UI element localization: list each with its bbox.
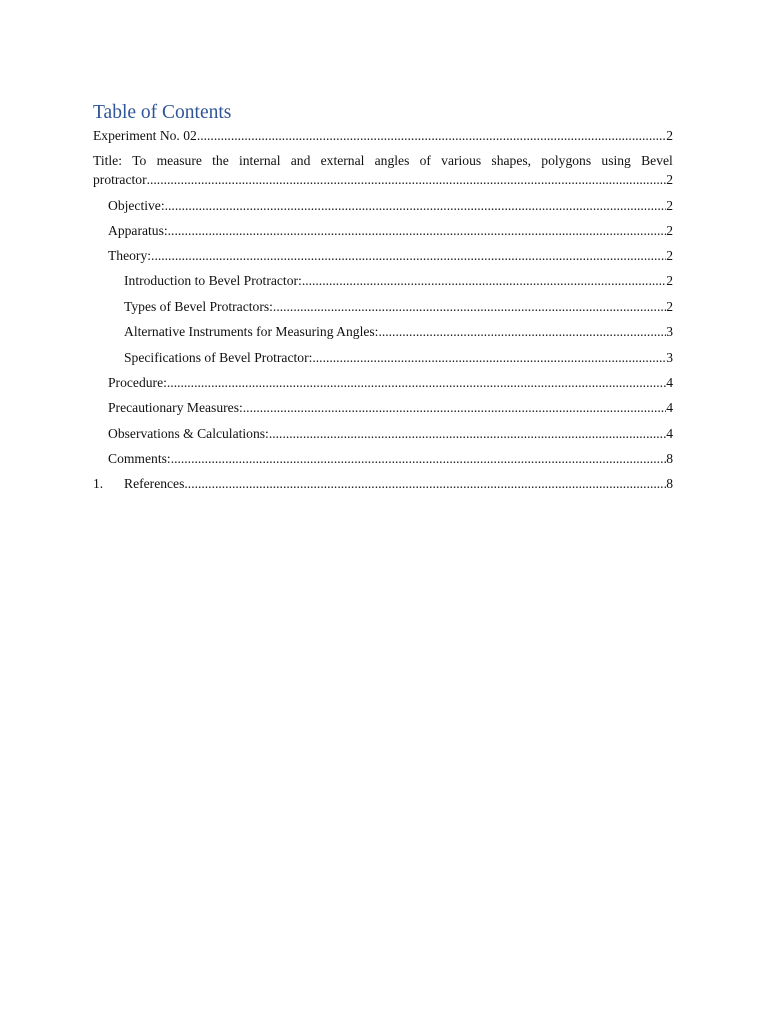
- dot-leader: [378, 322, 666, 341]
- title-word: measure: [156, 153, 202, 168]
- dot-leader: [243, 398, 666, 417]
- title-word: various: [441, 153, 482, 168]
- toc-page-number: 8: [666, 451, 673, 466]
- dot-leader: [147, 170, 667, 189]
- title-word: angles: [374, 153, 410, 168]
- title-word: internal: [238, 153, 281, 168]
- dot-leader: [312, 348, 666, 367]
- toc-page-number: 4: [666, 400, 673, 415]
- toc-page-number: 4: [666, 426, 673, 441]
- title-word: the: [212, 153, 229, 168]
- toc-page-number: 2: [666, 273, 673, 288]
- title-word: Title:: [93, 153, 122, 168]
- dot-leader: [151, 246, 666, 265]
- toc-entry-label: Observations & Calculations:: [108, 426, 269, 441]
- toc-page-number: 3: [666, 350, 673, 365]
- toc-entry-label: Apparatus:: [108, 223, 168, 238]
- toc-page-number: 2: [666, 128, 673, 143]
- toc-title-line-1: [93, 151, 673, 170]
- toc-entry-label: Precautionary Measures:: [108, 400, 243, 415]
- title-word: shapes,: [491, 153, 532, 168]
- toc-entry-label: Experiment No. 02: [93, 128, 197, 143]
- toc-entry-number: 1.: [93, 476, 104, 491]
- title-word: using: [601, 153, 631, 168]
- toc-entry-label: References: [124, 476, 185, 491]
- toc-entry-references[interactable]: [93, 474, 673, 493]
- toc-entry-title[interactable]: [93, 151, 673, 189]
- toc-entry-label: protractor: [93, 172, 147, 187]
- toc-page-number: 8: [666, 476, 673, 491]
- toc-entry-precautionary[interactable]: [93, 398, 673, 417]
- toc-entry-theory[interactable]: [93, 246, 673, 265]
- toc-page-number: 2: [666, 223, 673, 238]
- dot-leader: [165, 196, 667, 215]
- dot-leader: [184, 474, 666, 493]
- toc-entry-label: Procedure:: [108, 375, 167, 390]
- title-word: polygons: [541, 153, 592, 168]
- toc-entry-experiment[interactable]: [93, 126, 673, 145]
- toc-entry-comments[interactable]: [93, 449, 673, 468]
- dot-leader: [167, 373, 666, 392]
- dot-leader: [197, 126, 666, 145]
- dot-leader: [302, 271, 666, 290]
- toc-entry-introduction[interactable]: [93, 271, 673, 290]
- dot-leader: [171, 449, 667, 468]
- toc-entry-procedure[interactable]: [93, 373, 673, 392]
- toc-entry-label: Theory:: [108, 248, 152, 263]
- toc-entry-types[interactable]: [93, 297, 673, 316]
- toc-entry-label: Specifications of Bevel Protractor:: [124, 350, 313, 365]
- toc-page-number: 4: [666, 375, 673, 390]
- title-word: To: [132, 153, 147, 168]
- toc-entry-label: Introduction to Bevel Protractor:: [124, 273, 302, 288]
- document-page: [93, 100, 673, 493]
- toc-entry-label: Objective:: [108, 198, 165, 213]
- dot-leader: [168, 221, 667, 240]
- toc-entry-label: Comments:: [108, 451, 171, 466]
- toc-page-number: 2: [666, 299, 673, 314]
- dot-leader: [273, 297, 666, 316]
- dot-leader: [269, 424, 666, 443]
- toc-page-number: 2: [666, 172, 673, 187]
- toc-entry-alternative[interactable]: [93, 322, 673, 341]
- toc-entry-specifications[interactable]: [93, 348, 673, 367]
- toc-title-line-2: [93, 170, 673, 189]
- toc-page-number: 2: [666, 198, 673, 213]
- toc-entry-objective[interactable]: [93, 196, 673, 215]
- toc-entry-apparatus[interactable]: [93, 221, 673, 240]
- title-word: and: [290, 153, 311, 168]
- toc-entry-observations[interactable]: [93, 424, 673, 443]
- toc-entry-label: Types of Bevel Protractors:: [124, 299, 273, 314]
- toc-page-number: 3: [666, 324, 673, 339]
- toc-heading: Table of Contents: [93, 102, 232, 123]
- title-word: external: [320, 153, 365, 168]
- title-word: of: [419, 153, 431, 168]
- title-word: Bevel: [641, 153, 673, 168]
- toc-entry-label: Alternative Instruments for Measuring Angles:: [124, 324, 379, 339]
- toc-page-number: 2: [666, 248, 673, 263]
